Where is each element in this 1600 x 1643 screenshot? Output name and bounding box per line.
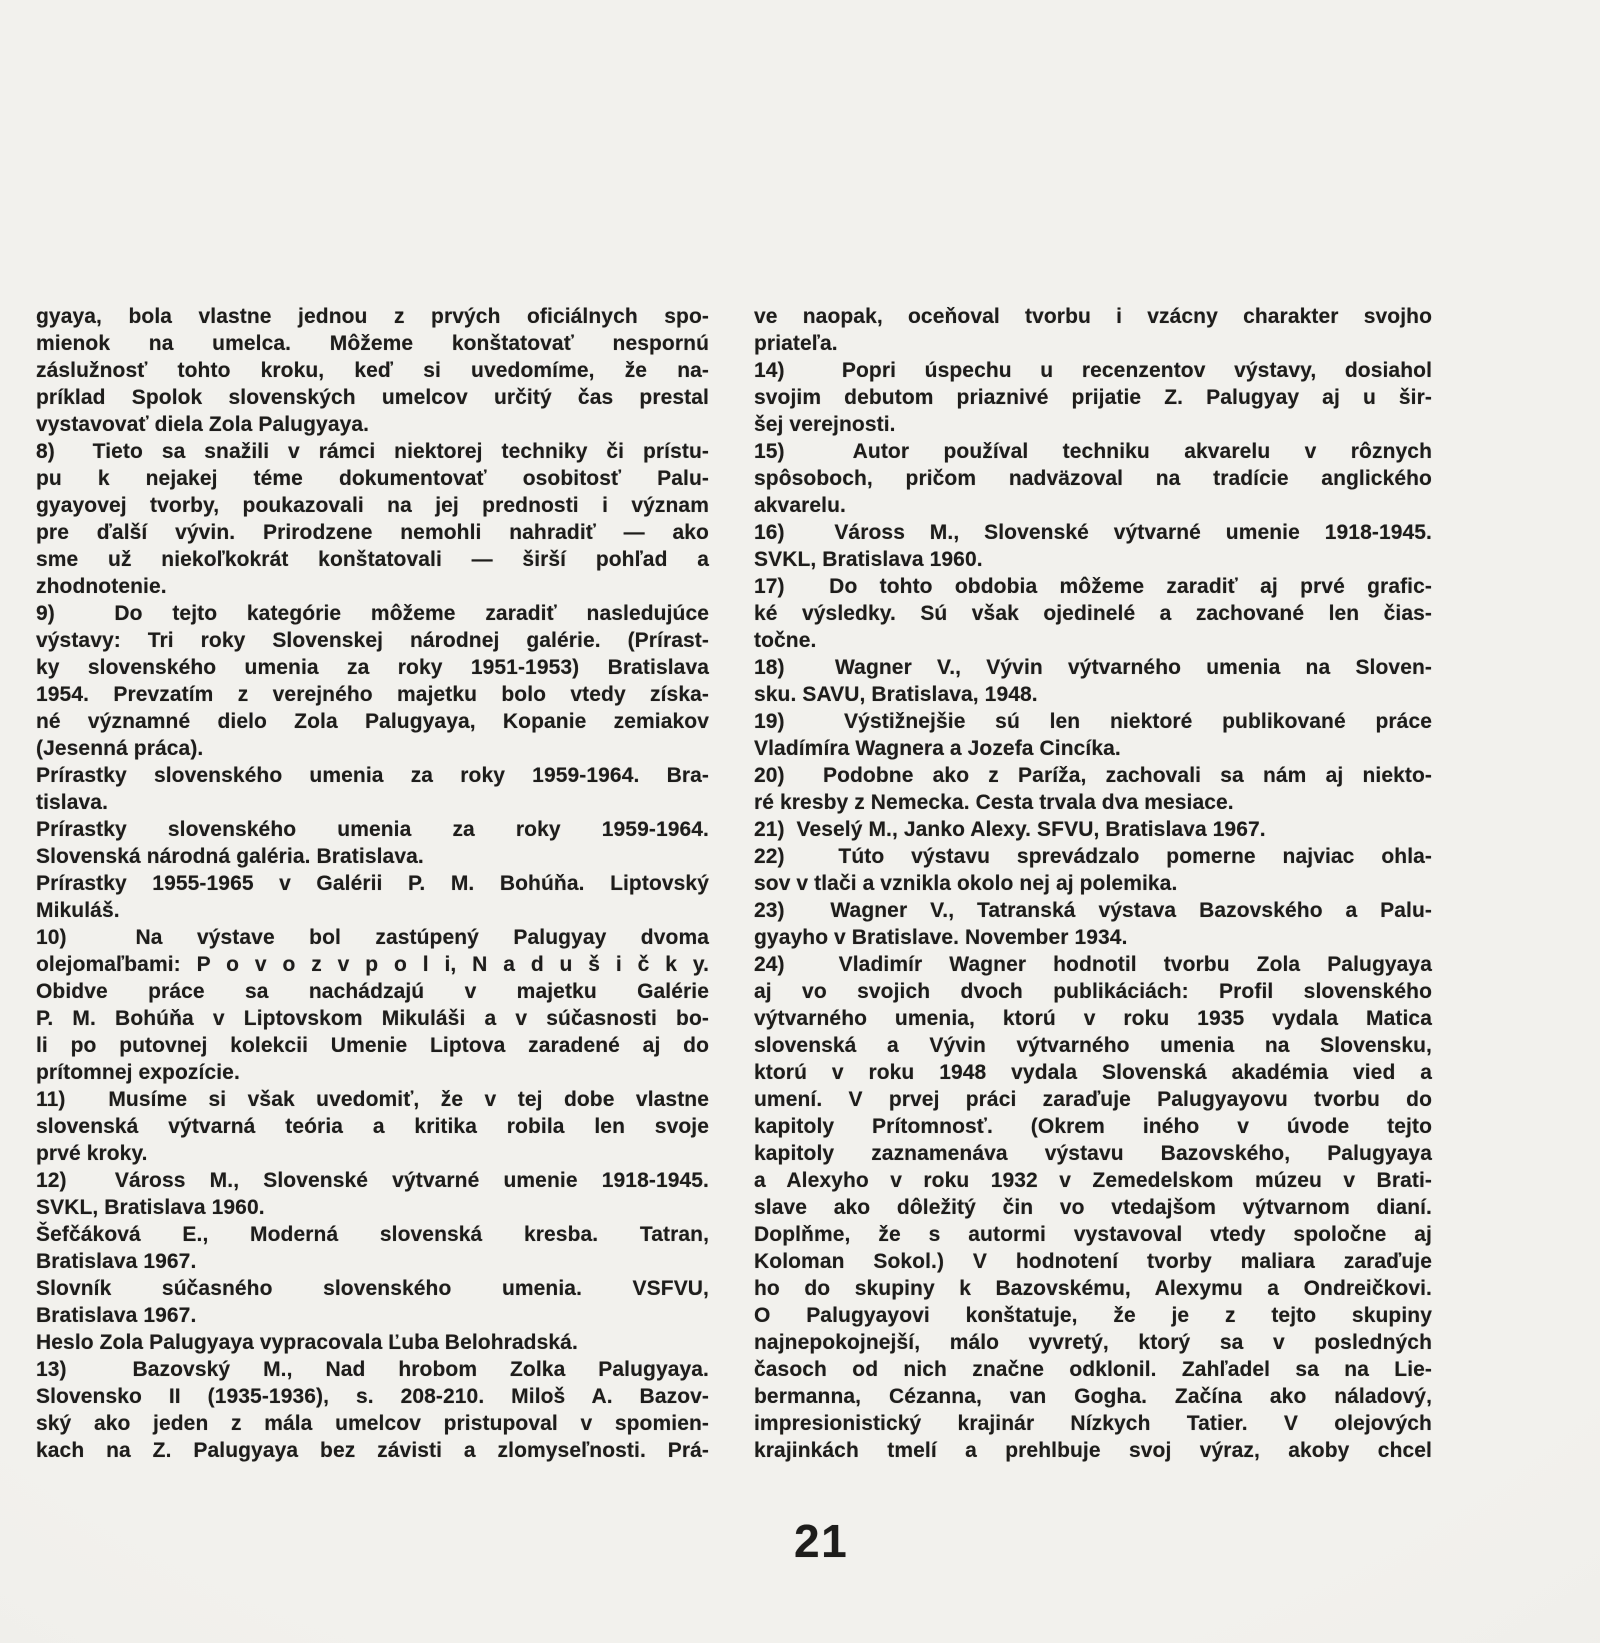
text-line: (Jesenná práca). [36, 737, 204, 760]
text-line: časoch od nich značne odklonil. Zahľadel sa na Lie- [754, 1358, 1432, 1381]
text-line: SVKL, Bratislava 1960. [36, 1196, 265, 1219]
text-line: 24) Vladimír Wagner hodnotil tvorbu Zola Palugyaya [754, 953, 1432, 976]
text-line: sku. SAVU, Bratislava, 1948. [754, 683, 1038, 706]
text-line: ky slovenského umenia za roky 1951-1953) Bratislava [36, 656, 709, 679]
text-line: gyaya, bola vlastne jednou z prvých oficiálnych spo- [36, 305, 709, 328]
text-line: prítomnej expozície. [36, 1061, 240, 1084]
text-line: aj vo svojich dvoch publikáciách: Profil slovenského [754, 980, 1432, 1003]
text-line: 10) Na výstave bol zastúpený Palugyay dvoma [36, 926, 709, 949]
text-line: tislava. [36, 791, 109, 814]
text-line: priateľa. [754, 332, 838, 355]
text-line: ré kresby z Nemecka. Cesta trvala dva mesiace. [754, 791, 1234, 814]
text-line: Slovník súčasného slovenského umenia. VSFVU, [36, 1277, 709, 1300]
text-line: výtvarného umenia, ktorú v roku 1935 vydala Matica [754, 1007, 1432, 1030]
text-line: olejomaľbami: P o v o z v p o l i, N a d u š i č k y. [36, 953, 709, 976]
text-line: 1954. Prevzatím z verejného majetku bolo vtedy získa- [36, 683, 709, 706]
text-line: Mikuláš. [36, 899, 120, 922]
text-line: kach na Z. Palugyaya bez závisti a zlomyseľnosti. Prá- [36, 1439, 709, 1462]
text-line: a Alexyho v roku 1932 v Zemedelskom múzeu v Brati- [754, 1169, 1432, 1192]
text-line: prvé kroky. [36, 1142, 148, 1165]
text-line: 16) Váross M., Slovenské výtvarné umenie 1918-1945. [754, 521, 1432, 544]
text-line: 23) Wagner V., Tatranská výstava Bazovského a Palu- [754, 899, 1432, 922]
text-line: Slovenská národná galéria. Bratislava. [36, 845, 424, 868]
text-line: 11) Musíme si však uvedomiť, že v tej dobe vlastne [36, 1088, 709, 1111]
text-line: né významné dielo Zola Palugyaya, Kopanie zemiakov [36, 710, 709, 733]
text-line: mienok na umelca. Môžeme konštatovať nespornú [36, 332, 709, 355]
text-line: slovenská a Vývin výtvarného umenia na Slovensku, [754, 1034, 1432, 1057]
text-line: bermanna, Cézanna, van Gogha. Začína ako náladový, [754, 1385, 1432, 1408]
right-column [754, 303, 1432, 1464]
text-line: Prírastky 1955-1965 v Galérii P. M. Bohúňa. Liptovský [36, 872, 709, 895]
text-line: výstavy: Tri roky Slovenskej národnej galérie. (Prírast- [36, 629, 709, 652]
text-line: li po putovnej kolekcii Umenie Liptova zaradené aj do [36, 1034, 709, 1057]
text-line: slave ako dôležitý čin vo vtedajšom výtvarnom dianí. [754, 1196, 1432, 1219]
text-line: kapitoly zaznamenáva výstavu Bazovského, Palugyaya [754, 1142, 1432, 1165]
text-line: 13) Bazovský M., Nad hrobom Zolka Palugyaya. [36, 1358, 709, 1381]
text-line: ké výsledky. Sú však ojedinelé a zachované len čias- [754, 602, 1432, 625]
text-line: 9) Do tejto kategórie môžeme zaradiť nasledujúce [36, 602, 709, 625]
text-line: SVKL, Bratislava 1960. [754, 548, 983, 571]
text-line: zhodnotenie. [36, 575, 167, 598]
text-line: krajinkách tmelí a prehlbuje svoj výraz, akoby chcel [754, 1439, 1432, 1462]
text-line: impresionistický krajinár Nízkych Tatier. V olejových [754, 1412, 1432, 1435]
text-line: ktorú v roku 1948 vydala Slovenská akadémia vied a [754, 1061, 1432, 1084]
text-line: Doplňme, že s autormi vystavoval vtedy spoločne aj [754, 1223, 1432, 1246]
text-line: Prírastky slovenského umenia za roky 1959-1964. Bra- [36, 764, 709, 787]
text-line: 17) Do tohto obdobia môžeme zaradiť aj prvé grafic- [754, 575, 1432, 598]
text-line: najnepokojnejší, málo vyvretý, ktorý sa v posledných [754, 1331, 1432, 1354]
text-line: akvarelu. [754, 494, 846, 517]
page-number: 21 [794, 1515, 849, 1567]
text-line: šej verejnosti. [754, 413, 896, 436]
text-line: 19) Výstižnejšie sú len niektoré publikované práce [754, 710, 1432, 733]
text-line: gyayovej tvorby, poukazovali na jej prednosti i význam [36, 494, 709, 517]
text-line: kapitoly Prítomnosť. (Okrem iného v úvode tejto [754, 1115, 1432, 1138]
text-line: 18) Wagner V., Vývin výtvarného umenia na Sloven- [754, 656, 1432, 679]
text-line: 8) Tieto sa snažili v rámci niektorej techniky či prístu- [36, 440, 709, 463]
text-line: 22) Túto výstavu sprevádzalo pomerne najviac ohla- [754, 845, 1432, 868]
text-line: vystavovať diela Zola Palugyaya. [36, 413, 370, 436]
text-line: Bratislava 1967. [36, 1304, 197, 1327]
text-line: záslužnosť tohto kroku, keď si uvedomíme, že na- [36, 359, 709, 382]
text-line: Vladímíra Wagnera a Jozefa Cincíka. [754, 737, 1121, 760]
text-line: Slovensko II (1935-1936), s. 208-210. Miloš A. Bazov- [36, 1385, 709, 1408]
text-line: ský ako jeden z mála umelcov pristupoval v spomien- [36, 1412, 709, 1435]
text-line: Heslo Zola Palugyaya vypracovala Ľuba Belohradská. [36, 1331, 578, 1354]
text-line: svojim debutom priaznivé prijatie Z. Palugyay aj u šir- [754, 386, 1432, 409]
text-line: Prírastky slovenského umenia za roky 1959-1964. [36, 818, 709, 841]
text-line: sme už niekoľkokrát konštatovali — širší pohľad a [36, 548, 709, 571]
text-line: 12) Váross M., Slovenské výtvarné umenie 1918-1945. [36, 1169, 709, 1192]
text-line: gyayho v Bratislave. November 1934. [754, 926, 1128, 949]
left-column [36, 303, 709, 1464]
text-line: ho do skupiny k Bazovskému, Alexymu a Ondreičkovi. [754, 1277, 1432, 1300]
text-line: O Palugyayovi konštatuje, že je z tejto skupiny [754, 1304, 1432, 1327]
text-line: pu k nejakej téme dokumentovať osobitosť Palu- [36, 467, 709, 490]
text-line: ve naopak, oceňoval tvorbu i vzácny charakter svojho [754, 305, 1432, 328]
text-line: Šefčáková E., Moderná slovenská kresba. Tatran, [36, 1223, 709, 1246]
text-line: pre ďalší vývin. Prirodzene nemohli nahradiť — ako [36, 521, 709, 544]
text-line: 15) Autor používal techniku akvarelu v rôznych [754, 440, 1432, 463]
text-line: P. M. Bohúňa v Liptovskom Mikuláši a v súčasnosti bo- [36, 1007, 709, 1030]
text-line: 14) Popri úspechu u recenzentov výstavy, dosiahol [754, 359, 1432, 382]
text-line: spôsoboch, pričom nadväzoval na tradície anglického [754, 467, 1432, 490]
text-line: slovenská výtvarná teória a kritika robila len svoje [36, 1115, 709, 1138]
text-line: umení. V prvej práci zaraďuje Palugyayovu tvorbu do [754, 1088, 1432, 1111]
text-line: točne. [754, 629, 817, 652]
text-line: Obidve práce sa nachádzajú v majetku Galérie [36, 980, 709, 1003]
text-line: 21) Veselý M., Janko Alexy. SFVU, Bratislava 1967. [754, 818, 1266, 841]
text-line: 20) Podobne ako z Paríža, zachovali sa nám aj niekto- [754, 764, 1432, 787]
text-line: sov v tlači a vznikla okolo nej aj polemika. [754, 872, 1178, 895]
text-line: príklad Spolok slovenských umelcov určitý čas prestal [36, 386, 709, 409]
text-line: Koloman Sokol.) V hodnotení tvorby maliara zaraďuje [754, 1250, 1432, 1273]
text-line: Bratislava 1967. [36, 1250, 197, 1273]
